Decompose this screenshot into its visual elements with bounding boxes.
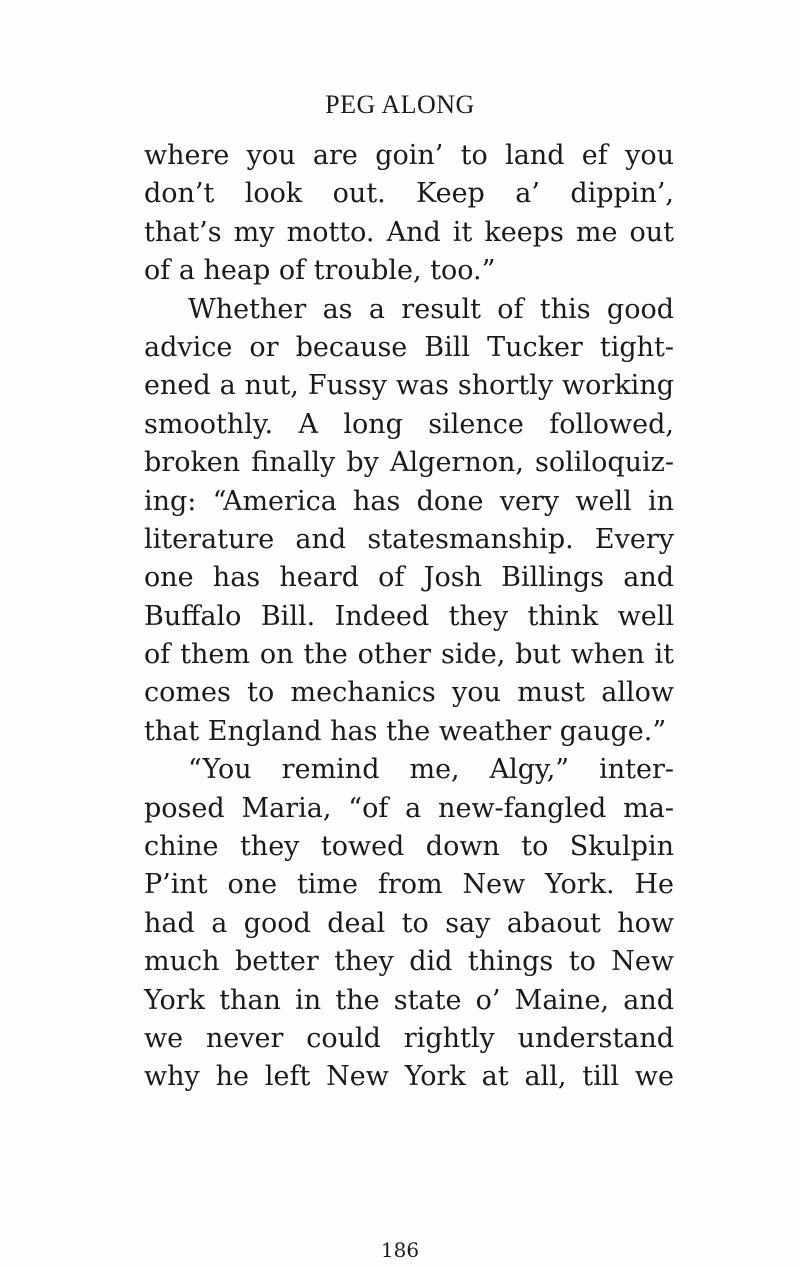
text-line: Buffalo Bill. Indeed they think well: [144, 600, 674, 632]
text-line: chine they towed down to Skulpin: [144, 831, 674, 863]
body-text: [144, 137, 674, 1097]
text-line: don’t look out. Keep a’ dippin’,: [144, 178, 674, 210]
text-line: comes to mechanics you must allow: [144, 677, 674, 709]
text-line: of a heap of trouble, too.”: [144, 255, 496, 287]
text-line: had a good deal to say abaout how: [144, 907, 674, 939]
text-line: Whether as a result of this good: [188, 293, 674, 325]
text-line: P’int one time from New York. He: [144, 869, 674, 901]
text-line: where you are goin’ to land ef you: [144, 140, 674, 171]
text-line: “You remind me, Algy,” inter-: [188, 754, 674, 786]
text-line: that’s my motto. And it keeps me out: [144, 216, 674, 248]
text-line: ened a nut, Fussy was shortly working: [144, 370, 674, 402]
text-line: smoothly. A long silence followed,: [144, 408, 674, 440]
text-line: broken finally by Algernon, soliloquiz-: [144, 447, 674, 479]
text-line: one has heard of Josh Billings and: [144, 562, 674, 594]
text-line: ing: “America has done very well in: [144, 485, 674, 517]
running-head: PEG ALONG: [325, 90, 475, 119]
text-line: York than in the state o’ Maine, and: [144, 984, 674, 1016]
text-line: we never could rightly understand: [144, 1022, 674, 1054]
page-number: 186: [380, 1238, 420, 1262]
text-line: much better they did things to New: [144, 946, 674, 978]
text-line: literature and statesmanship. Every: [144, 523, 674, 555]
text-line: advice or because Bill Tucker tight-: [144, 331, 674, 363]
text-line: why he left New York at all, till we: [144, 1061, 674, 1093]
text-line: posed Maria, “of a new-fangled ma-: [144, 792, 674, 824]
text-line: that England has the weather gauge.”: [144, 715, 667, 747]
text-line: of them on the other side, but when it: [144, 639, 674, 671]
